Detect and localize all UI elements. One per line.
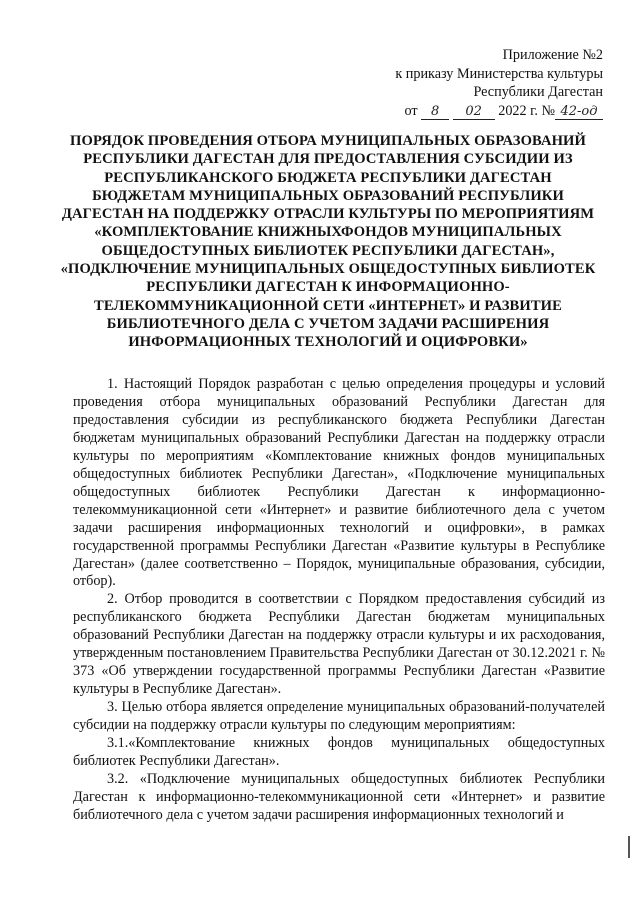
appendix-order-reference: к приказу Министерства культуры (395, 65, 603, 82)
handwritten-month: 02 (453, 105, 495, 120)
appendix-ministry: Республики Дагестан (473, 84, 603, 100)
date-prefix: от (404, 102, 418, 119)
appendix-date-row (323, 102, 603, 121)
appendix-header (323, 46, 603, 120)
paragraph-3-1: 3.1.«Комплектование книжных фондов муниципальных общедоступных библиотек Республики Дагестан». (73, 735, 605, 770)
document-body (73, 376, 605, 825)
document-title: ПОРЯДОК ПРОВЕДЕНИЯ ОТБОРА МУНИЦИПАЛЬНЫХ ОБРАЗОВАНИЙ РЕСПУБЛИКИ ДАГЕСТАН ДЛЯ ПРЕДОСТАВЛЕНИЯ СУБСИДИИ ИЗ РЕСПУБЛИКАНСКОГО БЮДЖЕТА РЕСПУБЛИКИ ДАГЕСТАН БЮДЖЕТАМ МУНИЦИПАЛЬНЫХ ОБРАЗОВАНИЙ РЕСПУБЛИКИ ДАГЕСТАН НА ПОДДЕРЖКУ ОТРАСЛИ КУЛЬТУРЫ ПО МЕРОПРИЯТИЯМ «КОМПЛЕКТОВАНИЕ КНИЖНЫХФОНДОВ МУНИЦИПАЛЬНЫХ ОБЩЕДОСТУПНЫХ БИБЛИОТЕК РЕСПУБЛИКИ ДАГЕСТАН», «ПОДКЛЮЧЕНИЕ МУНИЦИПАЛЬНЫХ ОБЩЕДОСТУПНЫХ БИБЛИОТЕК РЕСПУБЛИКИ ДАГЕСТАН К ИНФОРМАЦИОННО-ТЕЛЕКОММУНИКАЦИОННОЙ СЕТИ «ИНТЕРНЕТ» И РАЗВИТИЕ БИБЛИОТЕЧНОГО ДЕЛА С УЧЕТОМ ЗАДАЧИ РАСШИРЕНИЯ ИНФОРМАЦИОННЫХ ТЕХНОЛОГИЙ И ОЦИФРОВКИ» (60, 133, 596, 351)
paragraph-1: 1. Настоящий Порядок разработан с целью определения процедуры и условий проведения отбора муниципальных образований Республики Дагестан для предоставления субсидии из республиканского бюджета Республики Дагестан бюджетам муниципальных образований Республики Дагестан на поддержку отрасли культуры по мероприятиям «Комплектование книжных фондов муниципальных общедоступных библиотек Республики Дагестан», «Подключение муниципальных общедоступных библиотек Республики Дагестан к информационно-телекоммуникационной сети «Интернет» и развитие библиотечного дела с учетом задачи расширения информационных технологий и оцифровки», в рамках государственной программы Республики Дагестан «Развитие культуры в Республике Дагестан» (далее соответственно – Порядок, муниципальные образования, субсидии, отбор). (73, 376, 605, 590)
handwritten-order-number: 42-од (555, 105, 603, 120)
appendix-number: Приложение №2 (502, 47, 603, 63)
paragraph-3-2: 3.2. «Подключение муниципальных общедоступных библиотек Республики Дагестан к информационно-телекоммуникационной сети «Интернет» и развитие библиотечного дела с учетом задачи расширения информационных технологий и (73, 770, 605, 823)
paragraph-3: 3. Целью отбора является определение муниципальных образований-получателей субсидии на поддержку отрасли культуры по следующим мероприятиям: (73, 699, 605, 734)
paragraph-2: 2. Отбор проводится в соответствии с Порядком предоставления субсидий из республиканского бюджета Республики Дагестан бюджетам муниципальных образований Республики Дагестан на поддержку отрасли культуры и их расходования, утвержденным постановлением Правительства Республики Дагестан от 30.12.2021 г. № 373 «Об утверждении государственной программы Республики Дагестан «Развитие культуры в Республике Дагестан». (73, 591, 605, 698)
scan-edge-mark (628, 836, 630, 858)
handwritten-day: 8 (421, 105, 449, 120)
date-year: 2022 г. № (498, 102, 555, 119)
